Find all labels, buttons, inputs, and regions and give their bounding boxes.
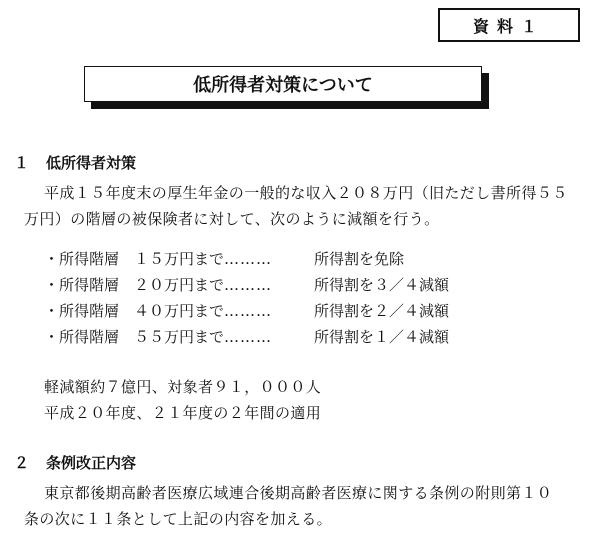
bullet-tier: ・所得階層 ５５万円まで (44, 328, 225, 346)
document-label: 資料１ (438, 8, 580, 42)
section-1-number: １ (14, 154, 30, 172)
bullet-effect: 所得割を１／４減額 (314, 328, 450, 346)
section-2-number: ２ (14, 454, 30, 472)
section-2-heading (14, 452, 136, 473)
bullet-leader: ……… (224, 302, 272, 320)
bullet-leader: ……… (224, 250, 272, 268)
bullet-leader: ……… (224, 276, 272, 294)
bullet-effect: 所得割を３／４減額 (314, 276, 450, 294)
list-item (44, 248, 404, 269)
page-title: 低所得者対策について (84, 66, 482, 102)
section-1-summary-line-2: 平成２０年度、２１年度の２年間の適用 (44, 404, 322, 422)
section-2-title: 条例改正内容 (46, 454, 137, 472)
section-1-intro-line-2: 万円）の階層の被保険者に対して、次のように減額を行う。 (24, 210, 440, 228)
list-item (44, 300, 449, 321)
section-1-title: 低所得者対策 (46, 154, 137, 172)
section-1-summary-line-1: 軽減額約７億円、対象者９１，０００人 (44, 378, 322, 396)
bullet-tier: ・所得階層 ２０万円まで (44, 276, 225, 294)
bullet-effect: 所得割を免除 (314, 250, 405, 268)
bullet-tier: ・所得階層 １５万円まで (44, 250, 225, 268)
section-1-intro-line-1: 平成１５年度末の厚生年金の一般的な収入２０８万円（旧ただし書所得５５ (44, 184, 568, 202)
section-2-body-line-1: 東京都後期高齢者医療広域連合後期高齢者医療に関する条例の附則第１０ (44, 484, 553, 502)
section-1-heading (14, 152, 136, 173)
list-item (44, 274, 449, 295)
bullet-tier: ・所得階層 ４０万円まで (44, 302, 225, 320)
bullet-effect: 所得割を２／４減額 (314, 302, 450, 320)
section-2-body-line-2: 条の次に１１条として上記の内容を加える。 (24, 510, 333, 528)
list-item (44, 326, 449, 347)
bullet-leader: ……… (224, 328, 272, 346)
